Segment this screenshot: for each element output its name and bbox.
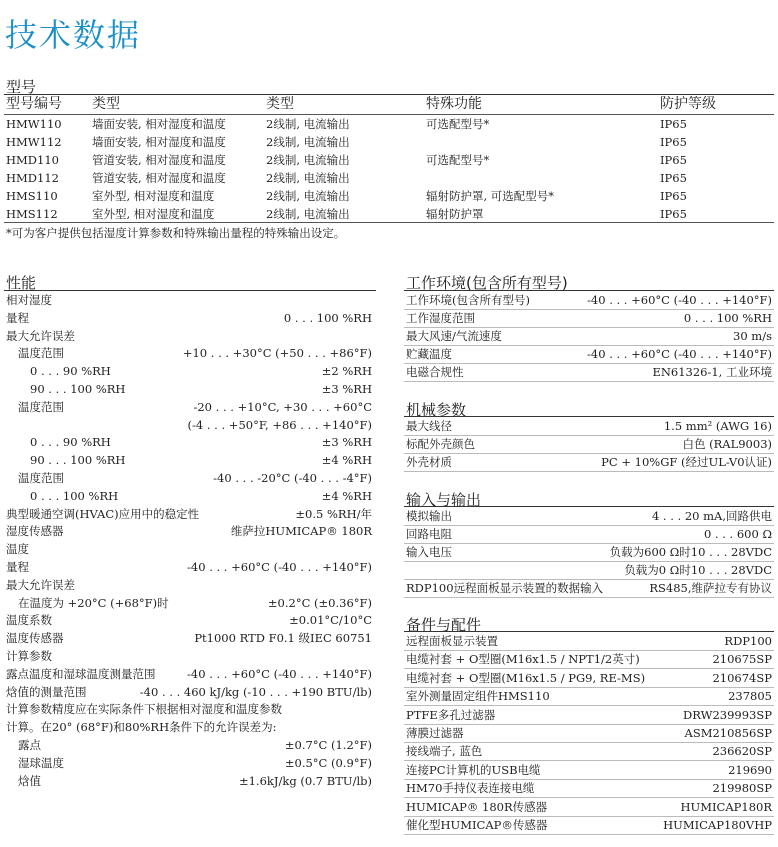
- spec-value: ±3 %RH: [321, 382, 372, 396]
- header-model: 型号编号: [6, 96, 62, 112]
- model-type: 墙面安装, 相对湿度和温度: [92, 117, 226, 131]
- spec-row: [406, 453, 772, 471]
- spec-label: 回路电阻: [406, 527, 452, 541]
- spec-row: [6, 576, 372, 594]
- spec-row: [6, 398, 372, 416]
- spec-row: [406, 706, 772, 724]
- model-row: [6, 133, 774, 151]
- spec-value: 1.5 mm² (AWG 16): [663, 419, 772, 433]
- spec-row: [406, 435, 772, 453]
- spec-row: [6, 469, 372, 487]
- spec-value: 4 . . . 20 mA,回路供电: [651, 509, 772, 523]
- header-protection: 防护等级: [660, 96, 716, 112]
- spec-value: ±0.2°C (±0.36°F): [267, 595, 372, 610]
- spec-row: [6, 665, 372, 683]
- spec-row: [6, 558, 372, 576]
- page-title: 技术数据: [5, 16, 142, 54]
- spec-row: [6, 629, 372, 647]
- spec-value: -40 . . . +60°C (-40 . . . +140°F): [587, 347, 772, 361]
- spec-row: [406, 327, 772, 345]
- spec-label: 电缆衬套 + O型圈(M16x1.5 / PG9, RE-MS): [406, 670, 646, 685]
- model-code: HMW110: [6, 117, 62, 131]
- spec-value: ±0.7°C (1.2°F): [284, 738, 372, 752]
- spec-row: [6, 380, 372, 398]
- spec-value: 210674SP: [712, 670, 772, 685]
- spec-label: 90 . . . 100 %RH: [30, 382, 126, 396]
- spec-label: 电磁合规性: [406, 365, 464, 379]
- spec-label: 接线端子, 蓝色: [406, 744, 483, 759]
- spec-value: PC + 10%GF (经过UL-V0认证): [601, 455, 772, 469]
- models-section-title: 型号: [6, 78, 37, 96]
- spec-label: 最大线径: [406, 419, 452, 433]
- spec-row: [406, 798, 772, 816]
- spec-label: 计算。在20° (68°F)和80%RH条件下的允许误差为:: [6, 720, 277, 735]
- spec-value: RDP100: [724, 634, 772, 648]
- spec-value: ±4 %RH: [321, 453, 372, 468]
- spec-value: ±2 %RH: [321, 364, 372, 379]
- spec-value: -40 . . . +60°C (-40 . . . +140°F): [587, 293, 772, 307]
- spec-row: [6, 683, 372, 701]
- model-protection: IP65: [660, 207, 687, 221]
- spec-row: [6, 433, 372, 451]
- spec-row: [6, 309, 372, 327]
- spec-label: 最大允许误差: [6, 577, 75, 592]
- spec-value: 219980SP: [712, 781, 772, 796]
- spec-label: 温度范围: [18, 471, 64, 485]
- spec-row: [406, 742, 772, 760]
- spec-label: 贮藏温度: [406, 347, 452, 361]
- accessories-section-title: 备件与配件: [406, 616, 482, 634]
- spec-value: 210675SP: [712, 652, 772, 667]
- spec-label: 温度范围: [18, 346, 64, 361]
- spec-value: 白色 (RAL9003): [682, 437, 772, 451]
- spec-label: 工作环境(包含所有型号): [406, 293, 530, 307]
- spec-row: [6, 505, 372, 523]
- spec-row: [6, 754, 372, 772]
- spec-value: 维萨拉HUMICAP® 180R: [230, 524, 372, 539]
- model-protection: IP65: [660, 189, 687, 203]
- spec-label: 远程面板显示装置: [406, 634, 498, 648]
- model-output: 2线制, 电流输出: [266, 207, 350, 221]
- spec-label: 标配外壳颜色: [406, 437, 475, 451]
- model-row: [6, 169, 774, 187]
- model-output: 2线制, 电流输出: [266, 117, 350, 131]
- spec-row: [6, 487, 372, 505]
- header-type: 类型: [92, 96, 120, 112]
- spec-row: [6, 611, 372, 629]
- spec-value: ±0.01°C/10°C: [289, 613, 372, 628]
- spec-row: [6, 594, 372, 612]
- spec-row: [6, 540, 372, 558]
- spec-row: [406, 632, 772, 650]
- model-output: 2线制, 电流输出: [266, 135, 350, 149]
- model-code: HMW112: [6, 135, 62, 149]
- spec-row: [406, 543, 772, 561]
- spec-value: +10 . . . +30°C (+50 . . . +86°F): [182, 346, 372, 361]
- spec-row: [6, 647, 372, 665]
- model-row: [6, 115, 774, 133]
- model-protection: IP65: [660, 135, 687, 149]
- spec-row: [406, 650, 772, 668]
- spec-label: 温度传感器: [6, 631, 64, 646]
- model-code: HMD110: [6, 153, 59, 167]
- spec-value: ±4 %RH: [321, 488, 372, 503]
- spec-label: 室外测量固定组件HMS110: [406, 689, 550, 704]
- spec-value: 负载为600 Ω时10 . . . 28VDC: [609, 545, 772, 559]
- spec-label: 量程: [6, 310, 29, 325]
- spec-value: -40 . . . -20°C (-40 . . . -4°F): [213, 471, 372, 485]
- spec-label: 输入电压: [406, 545, 452, 559]
- spec-value: ±0.5°C (0.9°F): [284, 755, 372, 770]
- spec-label: 相对湿度: [6, 293, 52, 307]
- spec-value: EN61326-1, 工业环境: [652, 365, 772, 379]
- mechanical-section-title: 机械参数: [406, 401, 467, 419]
- model-code: HMS112: [6, 207, 58, 221]
- spec-row: [6, 291, 372, 309]
- model-feature: 辐射防护罩, 可选配型号*: [426, 189, 555, 203]
- spec-value: Pt1000 RTD F0.1 级IEC 60751: [194, 631, 372, 646]
- spec-label: 工作湿度范围: [406, 311, 475, 325]
- spec-value: -40 . . . +60°C (-40 . . . +140°F): [187, 666, 372, 681]
- spec-row-divider: [404, 381, 774, 382]
- spec-row: [406, 816, 772, 834]
- models-bottom-divider: [4, 222, 774, 223]
- spec-value: HUMICAP180R: [680, 799, 772, 814]
- spec-row: [406, 309, 772, 327]
- model-type: 室外型, 相对湿度和温度: [92, 207, 215, 221]
- spec-label: HUMICAP® 180R传感器: [406, 799, 548, 814]
- spec-label: 0 . . . 100 %RH: [30, 488, 119, 503]
- spec-row: [6, 700, 372, 718]
- spec-value: 0 . . . 100 %RH: [283, 310, 372, 325]
- spec-label: 典型暖通空调(HVAC)应用中的稳定性: [6, 506, 200, 521]
- spec-label: 薄膜过滤器: [406, 726, 464, 740]
- model-row: [6, 151, 774, 169]
- spec-label: 90 . . . 100 %RH: [30, 453, 126, 468]
- spec-row: [406, 363, 772, 381]
- spec-value: 237805: [728, 689, 772, 704]
- model-type: 墙面安装, 相对湿度和温度: [92, 135, 226, 149]
- model-output: 2线制, 电流输出: [266, 171, 350, 185]
- model-output: 2线制, 电流输出: [266, 189, 350, 203]
- spec-label: 温度: [6, 542, 29, 557]
- spec-value: ±1.6kJ/kg (0.7 BTU/lb): [238, 773, 372, 788]
- model-protection: IP65: [660, 117, 687, 131]
- spec-label: 电缆衬套 + O型圈(M16x1.5 / NPT1/2英寸): [406, 652, 640, 667]
- spec-label: 焓值的测量范围: [6, 684, 87, 699]
- model-feature: 辐射防护罩: [426, 207, 484, 221]
- model-code: HMS110: [6, 189, 58, 203]
- spec-label: 模拟输出: [406, 509, 452, 523]
- spec-value: 0 . . . 100 %RH: [683, 311, 772, 325]
- spec-row-divider: [404, 597, 774, 598]
- spec-value: ASM210856SP: [684, 726, 772, 740]
- spec-row: [406, 724, 772, 742]
- model-feature: 可选配型号*: [426, 153, 490, 167]
- spec-row: [6, 416, 372, 434]
- model-type: 管道安装, 相对湿度和温度: [92, 171, 226, 185]
- spec-label: 量程: [6, 560, 29, 574]
- io-section-title: 输入与输出: [406, 491, 482, 509]
- spec-label: 0 . . . 90 %RH: [30, 435, 111, 450]
- spec-row: [6, 736, 372, 754]
- model-type: 室外型, 相对湿度和温度: [92, 189, 215, 203]
- spec-row: [406, 561, 772, 579]
- spec-value: HUMICAP180VHP: [663, 818, 772, 832]
- spec-value: 0 . . . 600 Ω: [703, 527, 772, 541]
- performance-section-title: 性能: [6, 274, 37, 292]
- spec-value: ±0.5 %RH/年: [295, 506, 372, 521]
- models-header-row: [6, 95, 774, 113]
- spec-value: DRW239993SP: [683, 707, 772, 722]
- spec-row: [6, 451, 372, 469]
- model-code: HMD112: [6, 171, 59, 185]
- model-protection: IP65: [660, 171, 687, 185]
- spec-value: -40 . . . +60°C (-40 . . . +140°F): [187, 560, 372, 574]
- spec-label: RDP100远程面板显示装置的数据输入: [406, 581, 604, 595]
- spec-row: [6, 772, 372, 790]
- spec-label: 湿球温度: [18, 755, 64, 770]
- model-protection: IP65: [660, 153, 687, 167]
- header-type-2: 类型: [266, 96, 294, 112]
- model-row: [6, 205, 774, 223]
- spec-value: 219690: [728, 762, 772, 777]
- spec-row: [406, 669, 772, 687]
- spec-row: [6, 327, 372, 345]
- model-type: 管道安装, 相对湿度和温度: [92, 153, 226, 167]
- spec-label: 露点温度和湿球温度测量范围: [6, 666, 156, 681]
- spec-row: [406, 417, 772, 435]
- header-feature: 特殊功能: [426, 96, 482, 112]
- spec-row: [406, 761, 772, 779]
- spec-label: PTFE多孔过滤器: [406, 707, 496, 722]
- spec-row-divider: [404, 834, 774, 835]
- spec-label: 温度范围: [18, 399, 64, 414]
- spec-label: 最大风速/气流速度: [406, 329, 502, 343]
- spec-label: HM70手持仪表连接电缆: [406, 781, 535, 796]
- spec-label: 计算参数精度应在实际条件下根据相对湿度和温度参数: [6, 702, 282, 717]
- spec-row: [406, 291, 772, 309]
- spec-row: [406, 579, 772, 597]
- spec-value: RS485,维萨拉专有协议: [649, 581, 772, 595]
- spec-row: [6, 522, 372, 540]
- spec-label: 焓值: [18, 773, 41, 788]
- spec-row: [6, 362, 372, 380]
- spec-row: [6, 344, 372, 362]
- spec-row: [406, 507, 772, 525]
- spec-value: 负载为0 Ω时10 . . . 28VDC: [624, 563, 772, 577]
- models-note: *可为客户提供包括湿度计算参数和特殊输出量程的特殊输出设定。: [6, 226, 346, 240]
- spec-row: [406, 687, 772, 705]
- spec-value: -20 . . . +10°C, +30 . . . +60°C: [193, 399, 372, 414]
- spec-label: 计算参数: [6, 649, 52, 663]
- spec-value: 30 m/s: [733, 329, 772, 343]
- spec-label: 湿度传感器: [6, 524, 64, 539]
- spec-value: ±3 %RH: [321, 435, 372, 450]
- spec-label: 露点: [18, 738, 41, 752]
- spec-row: [406, 525, 772, 543]
- spec-label: 连接PC计算机的USB电缆: [406, 762, 541, 777]
- spec-value: -40 . . . 460 kJ/kg (-10 . . . +190 BTU/lb): [139, 684, 372, 699]
- spec-label: 催化型HUMICAP®传感器: [406, 818, 548, 832]
- model-feature: 可选配型号*: [426, 117, 490, 131]
- spec-row: [406, 345, 772, 363]
- spec-row: [406, 779, 772, 797]
- spec-label: 温度系数: [6, 613, 52, 628]
- model-row: [6, 187, 774, 205]
- spec-value: (-4 . . . +50°F, +86 . . . +140°F): [187, 417, 372, 432]
- environment-section-title: 工作环境(包含所有型号): [406, 274, 568, 292]
- spec-row: [6, 718, 372, 736]
- spec-row-divider: [404, 471, 774, 472]
- spec-label: 外壳材质: [406, 455, 452, 469]
- spec-label: 最大允许误差: [6, 328, 75, 343]
- model-output: 2线制, 电流输出: [266, 153, 350, 167]
- spec-label: 0 . . . 90 %RH: [30, 364, 111, 379]
- spec-label: 在温度为 +20°C (+68°F)时: [18, 595, 169, 610]
- spec-value: 236620SP: [712, 744, 772, 759]
